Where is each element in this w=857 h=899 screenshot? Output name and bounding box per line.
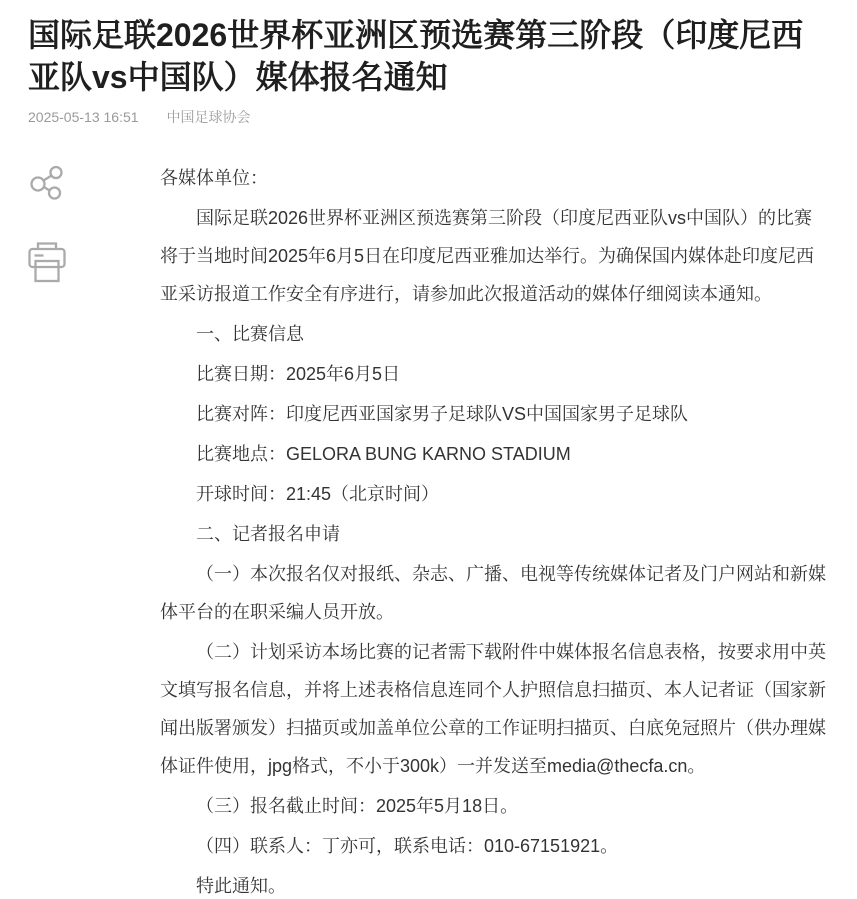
article-body xyxy=(160,159,829,899)
body-paragraph: （一）本次报名仅对报纸、杂志、广播、电视等传统媒体记者及门户网站和新媒体平台的在职采编人员开放。 xyxy=(160,564,826,622)
print-button[interactable] xyxy=(28,242,66,283)
source-name: 中国足球协会 xyxy=(166,109,251,125)
body-paragraph: （三）报名截止时间：2025年5月18日。 xyxy=(196,796,519,816)
body-paragraph: 各媒体单位： xyxy=(160,168,268,188)
share-icon xyxy=(28,165,64,201)
body-paragraph: （四）联系人：丁亦可，联系电话：010-67151921。 xyxy=(196,836,619,856)
publish-datetime: 2025-05-13 16:51 xyxy=(28,109,139,125)
article-content xyxy=(28,159,829,899)
body-paragraph: 国际足联2026世界杯亚洲区预选赛第三阶段（印度尼西亚队vs中国队）的比赛将于当地时间2025年6月5日在印度尼西亚雅加达举行。为确保国内媒体赴印度尼西亚采访报道工作安全有序进行，请参加此次报道活动的媒体仔细阅读本通知。 xyxy=(160,208,815,304)
body-paragraph: 特此通知。 xyxy=(196,876,286,896)
body-paragraph: 比赛日期：2025年6月5日 xyxy=(196,364,401,384)
body-paragraph: 一、比赛信息 xyxy=(196,324,304,344)
body-paragraph: 比赛地点：GELORA BUNG KARNO STADIUM xyxy=(196,444,571,464)
body-paragraph: 比赛对阵：印度尼西亚国家男子足球队VS中国国家男子足球队 xyxy=(196,404,689,424)
share-button[interactable] xyxy=(28,165,64,201)
article-title: 国际足联2026世界杯亚洲区预选赛第三阶段（印度尼西亚队vs中国队）媒体报名通知 xyxy=(28,17,804,95)
body-paragraph: 开球时间：21:45（北京时间） xyxy=(196,484,440,504)
body-paragraph: （二）计划采访本场比赛的记者需下载附件中媒体报名信息表格，按要求用中英文填写报名信息，并将上述表格信息连同个人护照信息扫描页、本人记者证（国家新闻出版署颁发）扫描页或加盖单位公章的工作证明扫描页、白底免冠照片（供办理媒体证件使用，jpg格式，不小于300k）一并发送至media@thecfa.cn。 xyxy=(160,642,826,776)
side-toolbar xyxy=(28,159,160,899)
print-icon xyxy=(28,242,66,283)
article-meta xyxy=(28,107,829,127)
body-paragraph: 二、记者报名申请 xyxy=(196,524,340,544)
